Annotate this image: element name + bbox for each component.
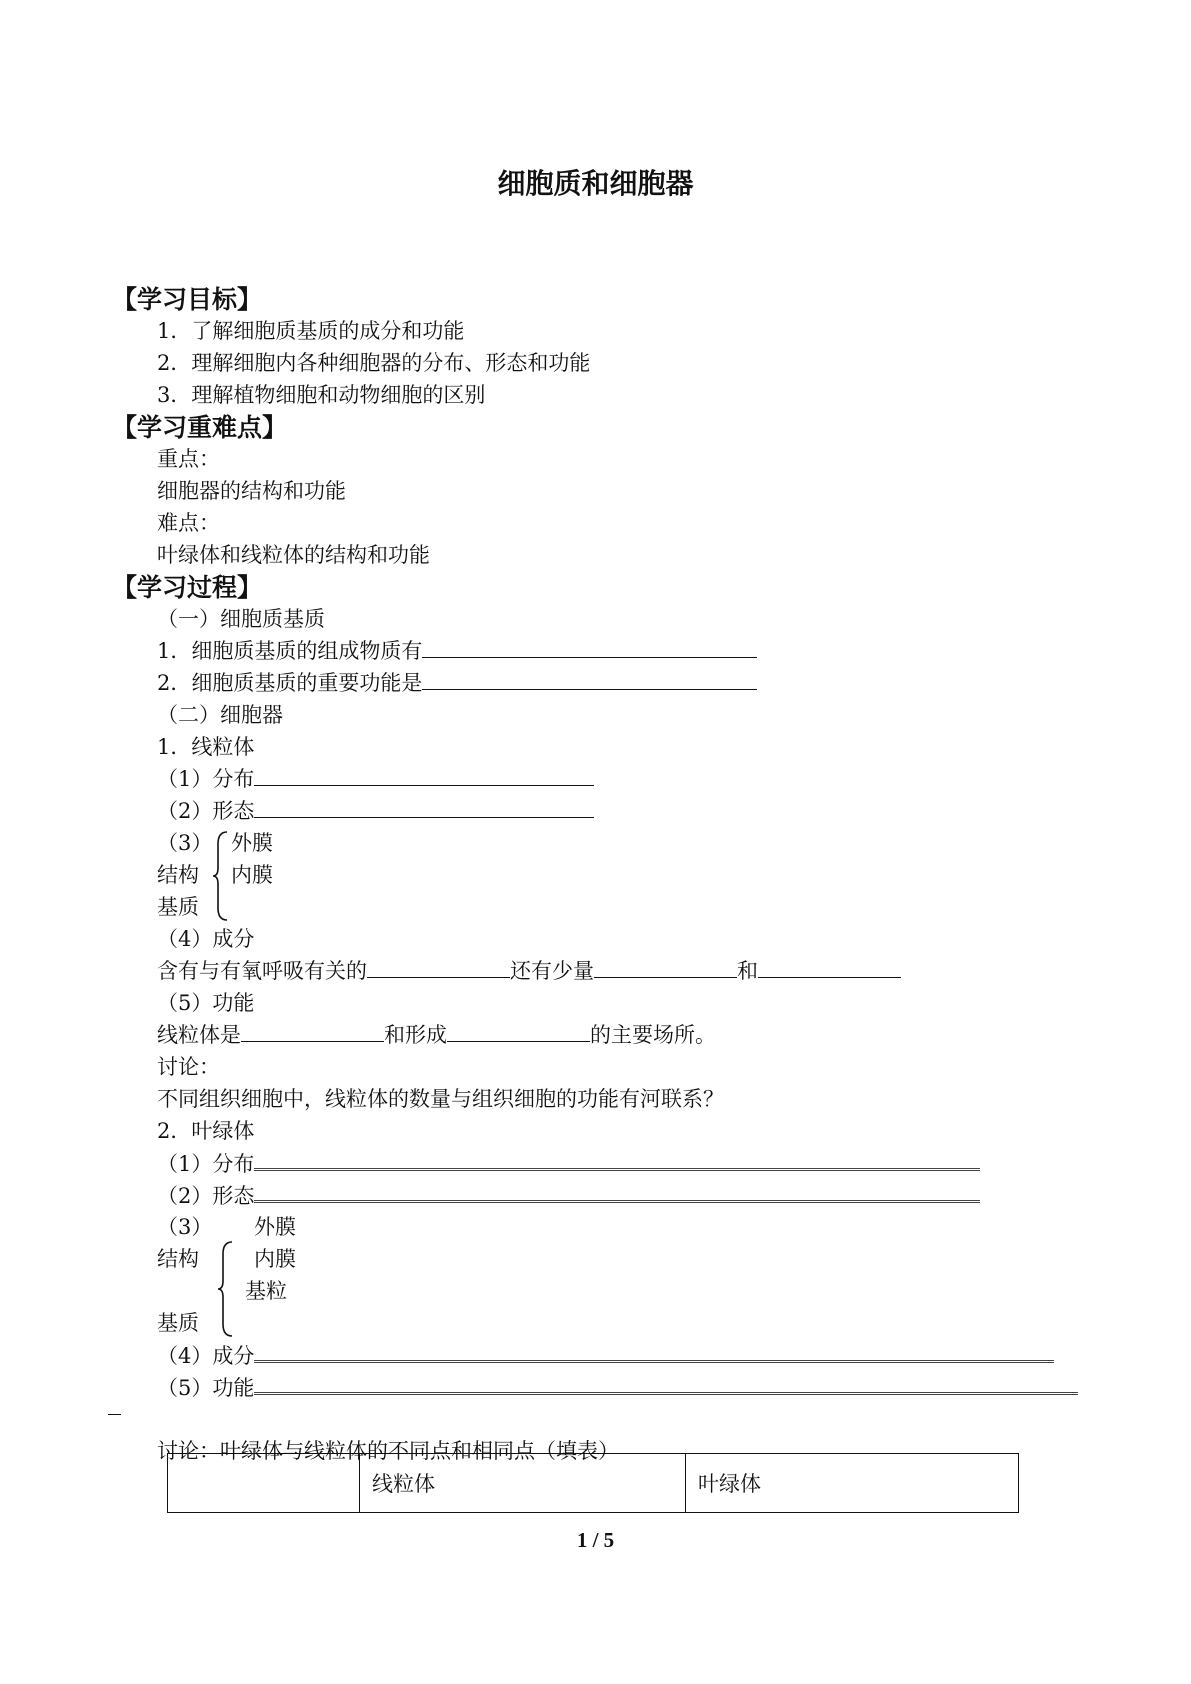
chloro-grana: 基粒 [245, 1279, 287, 1303]
page-number: 1 / 5 [576, 1528, 615, 1552]
answer-blank[interactable] [254, 798, 594, 818]
answer-blank[interactable] [422, 638, 757, 658]
mito-comp-line [157, 957, 901, 985]
chloro-func-label: （5）功能 [157, 1376, 255, 1400]
keypoints-heading: 【学习重难点】 [112, 413, 288, 442]
goal-item: 2．理解细胞内各种细胞器的分布、形态和功能 [157, 351, 591, 375]
mito-title: 1．线粒体 [157, 735, 255, 759]
stray-dash [108, 1414, 121, 1415]
mito-inner: 内膜 [231, 863, 273, 887]
chloro-inner: 内膜 [254, 1247, 296, 1271]
mito-func-a: 线粒体是 [157, 1023, 241, 1047]
answer-blank[interactable] [422, 670, 757, 690]
mito-func: （5）功能 [157, 991, 255, 1015]
chloro-matrix: 基质 [157, 1311, 199, 1335]
goal-item: 3．理解植物细胞和动物细胞的区别 [157, 383, 486, 407]
chloro-func [157, 1373, 1078, 1402]
hard-text: 叶绿体和线粒体的结构和功能 [157, 543, 430, 567]
answer-blank[interactable] [758, 958, 901, 978]
mito-comp: （4）成分 [157, 927, 255, 951]
mito-func-c: 的主要场所。 [590, 1023, 716, 1047]
key-label: 重点： [157, 447, 220, 471]
table-row [168, 1454, 1019, 1513]
mito-shape-label: （2）形态 [157, 799, 255, 823]
answer-blank[interactable] [254, 1341, 1054, 1363]
mito-comp-c: 和 [737, 959, 758, 983]
chloro-shape-label: （2）形态 [157, 1184, 255, 1208]
table-header-cell[interactable] [168, 1454, 360, 1513]
table-header-cell[interactable]: 线粒体 [360, 1454, 686, 1513]
chloro-struct-word: 结构 [157, 1247, 199, 1271]
chloro-struct-num: （3） [157, 1215, 213, 1239]
answer-blank[interactable] [254, 1181, 980, 1203]
part1-q1 [157, 637, 757, 665]
answer-blank[interactable] [594, 958, 737, 978]
key-text: 细胞器的结构和功能 [157, 479, 346, 503]
answer-blank[interactable] [367, 958, 510, 978]
mito-dist [157, 765, 594, 793]
mito-matrix: 基质 [157, 895, 199, 919]
part1-title: （一）细胞质基质 [157, 607, 325, 631]
chloro-title: 2．叶绿体 [157, 1119, 255, 1143]
table-header-cell[interactable]: 叶绿体 [686, 1454, 1019, 1513]
answer-blank[interactable] [254, 1149, 980, 1171]
part2-title: （二）细胞器 [157, 703, 283, 727]
mito-outer: 外膜 [231, 831, 273, 855]
mito-func-b: 和形成 [384, 1023, 447, 1047]
mito-func-line [157, 1021, 716, 1049]
chloro-shape [157, 1181, 980, 1210]
part1-q2-text: 2．细胞质基质的重要功能是 [157, 671, 423, 695]
brace-icon [212, 830, 230, 922]
chloro-outer: 外膜 [254, 1215, 296, 1239]
mito-discuss-question: 不同组织细胞中，线粒体的数量与组织细胞的功能有河联系？ [157, 1087, 724, 1111]
answer-blank[interactable] [447, 1022, 590, 1042]
hard-label: 难点： [157, 511, 220, 535]
process-heading: 【学习过程】 [112, 573, 263, 602]
chloro-dist-label: （1）分布 [157, 1152, 255, 1176]
part1-q2 [157, 669, 757, 697]
mito-struct-num: （3） [157, 831, 213, 855]
mito-struct-word: 结构 [157, 863, 199, 887]
mito-comp-b: 还有少量 [510, 959, 594, 983]
discuss2-text: 讨论：叶绿体与线粒体的不同点和相同点（填表） [157, 1439, 619, 1463]
compare-table [167, 1453, 1019, 1513]
part1-q1-text: 1．细胞质基质的组成物质有 [157, 639, 423, 663]
page-title: 细胞质和细胞器 [497, 167, 694, 200]
mito-shape [157, 797, 594, 825]
goals-heading: 【学习目标】 [112, 285, 263, 314]
brace-icon [217, 1240, 235, 1338]
answer-blank[interactable] [254, 766, 594, 786]
answer-blank[interactable] [254, 1373, 1078, 1395]
mito-comp-a: 含有与有氧呼吸有关的 [157, 959, 367, 983]
mito-dist-label: （1）分布 [157, 767, 255, 791]
chloro-comp-label: （4）成分 [157, 1344, 255, 1368]
mito-discuss-label: 讨论： [157, 1055, 220, 1079]
chloro-dist [157, 1149, 980, 1178]
chloro-comp [157, 1341, 1054, 1370]
answer-blank[interactable] [241, 1022, 384, 1042]
goal-item: 1．了解细胞质基质的成分和功能 [157, 319, 465, 343]
